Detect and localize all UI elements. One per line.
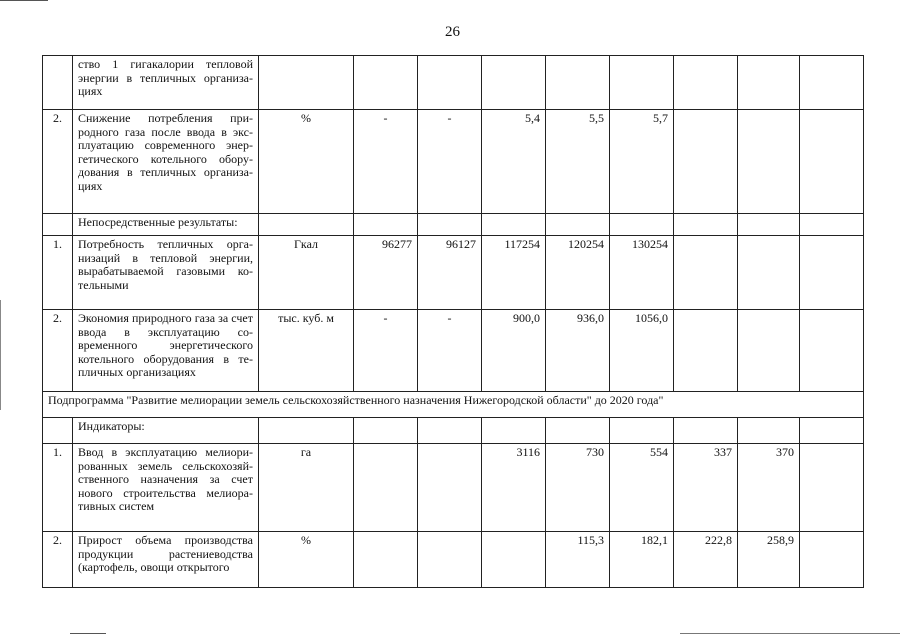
row-number-cell <box>43 418 73 444</box>
value-cell <box>800 56 864 110</box>
section-label: Индикаторы: <box>73 418 259 444</box>
unit-cell: % <box>259 110 354 214</box>
indicator-name-cell: Потребность тепличных орга-низаций в тепловой энергии, вырабатываемой газовыми ко-тельными <box>73 236 259 310</box>
value-cell <box>418 418 482 444</box>
value-cell <box>800 214 864 236</box>
unit-cell: тыс. куб. м <box>259 310 354 392</box>
value-cell: 96127 <box>418 236 482 310</box>
value-cell: 182,1 <box>610 532 674 588</box>
unit-cell <box>259 56 354 110</box>
row-number-cell: 1. <box>43 444 73 532</box>
unit-cell: % <box>259 532 354 588</box>
row-number-cell: 2. <box>43 110 73 214</box>
value-cell: 554 <box>610 444 674 532</box>
value-cell <box>800 236 864 310</box>
value-cell: 3116 <box>482 444 546 532</box>
value-cell: 120254 <box>546 236 610 310</box>
value-cell <box>800 532 864 588</box>
indicator-name-cell: Экономия природного газа за счет ввода в эксплуатацию со-временного энергетического котельного оборудования в те-пличных организациях <box>73 310 259 392</box>
value-cell: 936,0 <box>546 310 610 392</box>
value-cell <box>674 214 738 236</box>
indicators-table <box>42 55 864 588</box>
value-cell <box>354 56 418 110</box>
row-number-cell: 1. <box>43 236 73 310</box>
value-cell: 5,7 <box>610 110 674 214</box>
row-number-cell <box>43 214 73 236</box>
value-cell <box>738 310 800 392</box>
value-cell: 370 <box>738 444 800 532</box>
value-cell <box>546 214 610 236</box>
value-cell <box>482 418 546 444</box>
value-cell <box>674 310 738 392</box>
table-row <box>43 418 864 444</box>
value-cell: 5,4 <box>482 110 546 214</box>
value-cell: - <box>418 110 482 214</box>
page-number: 26 <box>445 24 460 40</box>
table-row <box>43 310 864 392</box>
table-row <box>43 236 864 310</box>
value-cell <box>354 532 418 588</box>
subprogram-title: Подпрограмма "Развитие мелиорации земель сельскохозяйственного назначения Нижегородской области" до 2020 года" <box>43 392 864 418</box>
value-cell <box>546 418 610 444</box>
value-cell: 222,8 <box>674 532 738 588</box>
table-row <box>43 532 864 588</box>
value-cell <box>800 418 864 444</box>
value-cell: 730 <box>546 444 610 532</box>
row-number-cell: 2. <box>43 310 73 392</box>
table-row <box>43 214 864 236</box>
indicator-name-cell: Прирост объема производства продукции растениеводства (картофель, овощи открытого <box>73 532 259 588</box>
value-cell: 258,9 <box>738 532 800 588</box>
value-cell <box>354 418 418 444</box>
value-cell: - <box>354 310 418 392</box>
value-cell <box>610 418 674 444</box>
table-row <box>43 110 864 214</box>
value-cell: 1056,0 <box>610 310 674 392</box>
unit-cell <box>259 418 354 444</box>
unit-cell: га <box>259 444 354 532</box>
scan-edge-mark <box>680 633 900 634</box>
table-row <box>43 444 864 532</box>
value-cell: 117254 <box>482 236 546 310</box>
value-cell <box>482 214 546 236</box>
value-cell: 96277 <box>354 236 418 310</box>
row-number-cell: 2. <box>43 532 73 588</box>
unit-cell <box>259 214 354 236</box>
value-cell <box>800 444 864 532</box>
value-cell: - <box>418 310 482 392</box>
value-cell: 337 <box>674 444 738 532</box>
value-cell <box>800 310 864 392</box>
value-cell <box>610 56 674 110</box>
scan-edge-mark <box>0 0 48 1</box>
indicator-name-cell: Ввод в эксплуатацию мелиори-рованных земель сельскохозяй-ственного назначения за счет нового строительства мелиора-тивных систем <box>73 444 259 532</box>
value-cell <box>674 56 738 110</box>
indicator-name-cell: Снижение потребления при-родного газа после ввода в экс-плуатацию современного энер-гетического котельного обору-дования в тепличных организа-циях <box>73 110 259 214</box>
value-cell: - <box>354 110 418 214</box>
value-cell <box>482 56 546 110</box>
value-cell <box>800 110 864 214</box>
value-cell <box>354 214 418 236</box>
value-cell <box>738 110 800 214</box>
value-cell: 900,0 <box>482 310 546 392</box>
value-cell <box>738 236 800 310</box>
table-row <box>43 392 864 418</box>
value-cell <box>354 444 418 532</box>
value-cell <box>418 214 482 236</box>
indicator-name-cell: ство 1 гигакалории тепловой энергии в тепличных организа-циях <box>73 56 259 110</box>
value-cell <box>738 56 800 110</box>
value-cell <box>482 532 546 588</box>
table-row <box>43 56 864 110</box>
value-cell <box>674 418 738 444</box>
value-cell: 130254 <box>610 236 674 310</box>
value-cell <box>610 214 674 236</box>
value-cell <box>738 214 800 236</box>
value-cell <box>418 56 482 110</box>
value-cell <box>546 56 610 110</box>
value-cell: 5,5 <box>546 110 610 214</box>
value-cell <box>418 444 482 532</box>
scan-edge-mark <box>70 633 106 634</box>
value-cell: 115,3 <box>546 532 610 588</box>
value-cell <box>674 110 738 214</box>
value-cell <box>674 236 738 310</box>
unit-cell: Гкал <box>259 236 354 310</box>
row-number-cell <box>43 56 73 110</box>
value-cell <box>738 418 800 444</box>
section-label: Непосредственные результаты: <box>73 214 259 236</box>
scan-edge-mark <box>0 300 1 410</box>
value-cell <box>418 532 482 588</box>
